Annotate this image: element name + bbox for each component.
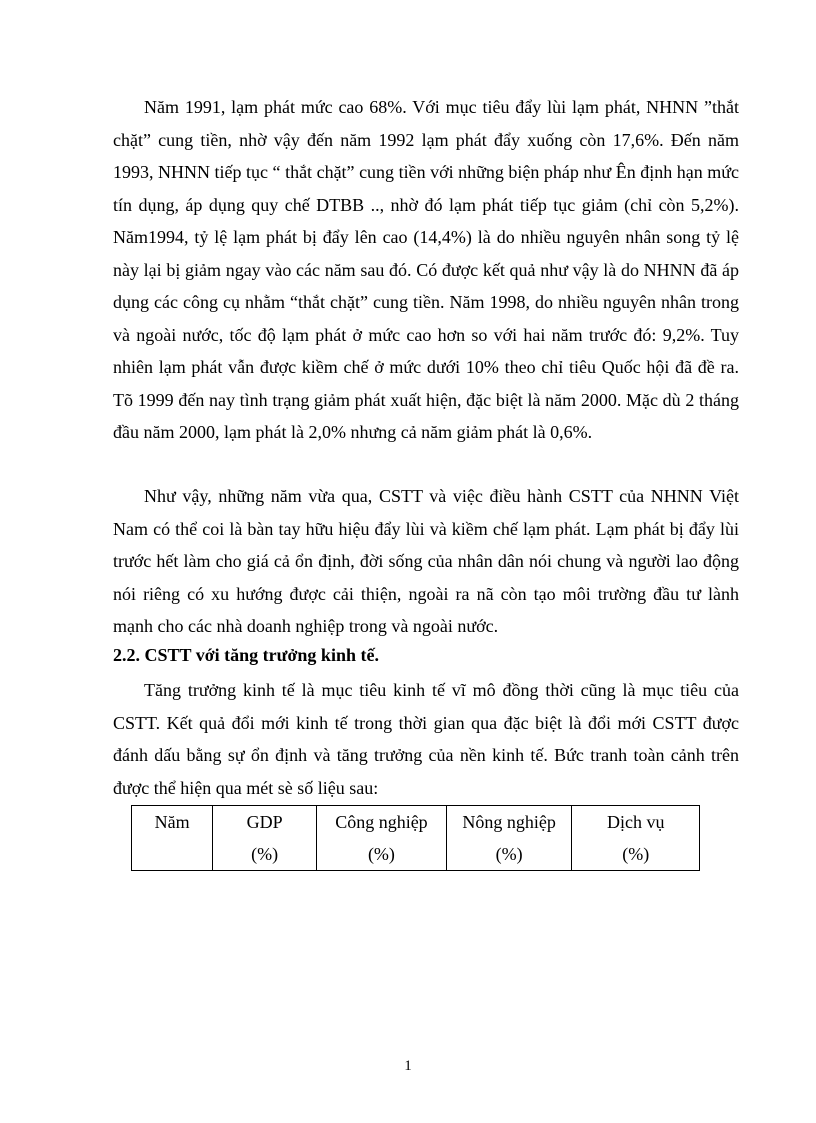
header-label: Năm	[154, 812, 190, 832]
header-label: Dịch vụ	[606, 812, 665, 832]
header-unit: (%)	[495, 844, 523, 864]
growth-data-table	[131, 805, 700, 871]
paragraph-economic-growth: Tăng trưởng kinh tế là mục tiêu kinh tế vĩ mô đồng thời cũng là mục tiêu của CSTT. Kết quả đổi mới kinh tế trong thời gian qua đặc biệt là đổi mới CSTT được đánh dấu bằng sự ổn định và tăng trưởng của nền kinh tế. Bức tranh toàn cảnh trên được thể hiện qua mét sè số liệu sau:	[113, 680, 739, 798]
table-header-cell	[132, 806, 213, 871]
header-label: Nông nghiệp	[462, 812, 556, 832]
header-unit: (%)	[251, 844, 279, 864]
table-header-cell	[317, 806, 447, 871]
section-heading: 2.2. CSTT với tăng trưởng kinh tế.	[113, 645, 379, 665]
paragraph-inflation-history: Năm 1991, lạm phát mức cao 68%. Với mục tiêu đẩy lùi lạm phát, NHNN ”thắt chặt” cung tiền, nhờ vậy đến năm 1992 lạm phát đẩy xuống còn 17,6%. Đến năm 1993, NHNN tiếp tục “ thắt chặt” cung tiền với những biện pháp như Ên định hạn mức tín dụng, áp dụng quy chế DTBB .., nhờ đó lạm phát tiếp tục giảm (chỉ còn 5,2%). Năm1994, tỷ lệ lạm phát bị đẩy lên cao (14,4%) là do nhiều nguyên nhân song tỷ lệ này lại bị giảm ngay vào các năm sau đó. Có được kết quả như vậy là do NHNN đã áp dụng các công cụ nhằm “thắt chặt” cung tiền. Năm 1998, do nhiều nguyên nhân trong và ngoài nước, tốc độ lạm phát ở mức cao hơn so với hai năm trước đó: 9,2%. Tuy nhiên lạm phát vẫn được kiềm chế ở mức dưới 10% theo chỉ tiêu Quốc hội đã đề ra. Tõ 1999 đến nay tình trạng giảm phát xuất hiện, đặc biệt là năm 2000. Mặc dù 2 tháng đầu năm 2000, lạm phát là 2,0% nhưng cả năm giảm phát là 0,6%.	[113, 97, 739, 442]
paragraph-monetary-policy-conclusion: Như vậy, những năm vừa qua, CSTT và việc điều hành CSTT của NHNN Việt Nam có thể coi là bàn tay hữu hiệu đẩy lùi và kiềm chế lạm phát. Lạm phát bị đẩy lùi trước hết làm cho giá cả ổn định, đời sống của nhân dân nói chung và người lao động nói riêng có xu hướng được cải thiện, ngoài ra nã còn tạo môi trường đầu tư lành mạnh cho các nhà doanh nghiệp trong và ngoài nước.	[113, 486, 739, 636]
table-header-cell	[446, 806, 572, 871]
header-label: GDP	[246, 812, 283, 832]
table-header-cell	[213, 806, 317, 871]
header-unit: (%)	[367, 844, 395, 864]
table-header-row	[132, 806, 700, 871]
page-number: 1	[404, 1058, 412, 1074]
header-unit: (%)	[622, 844, 650, 864]
header-label: Công nghiệp	[335, 812, 428, 832]
table-header-cell	[572, 806, 700, 871]
